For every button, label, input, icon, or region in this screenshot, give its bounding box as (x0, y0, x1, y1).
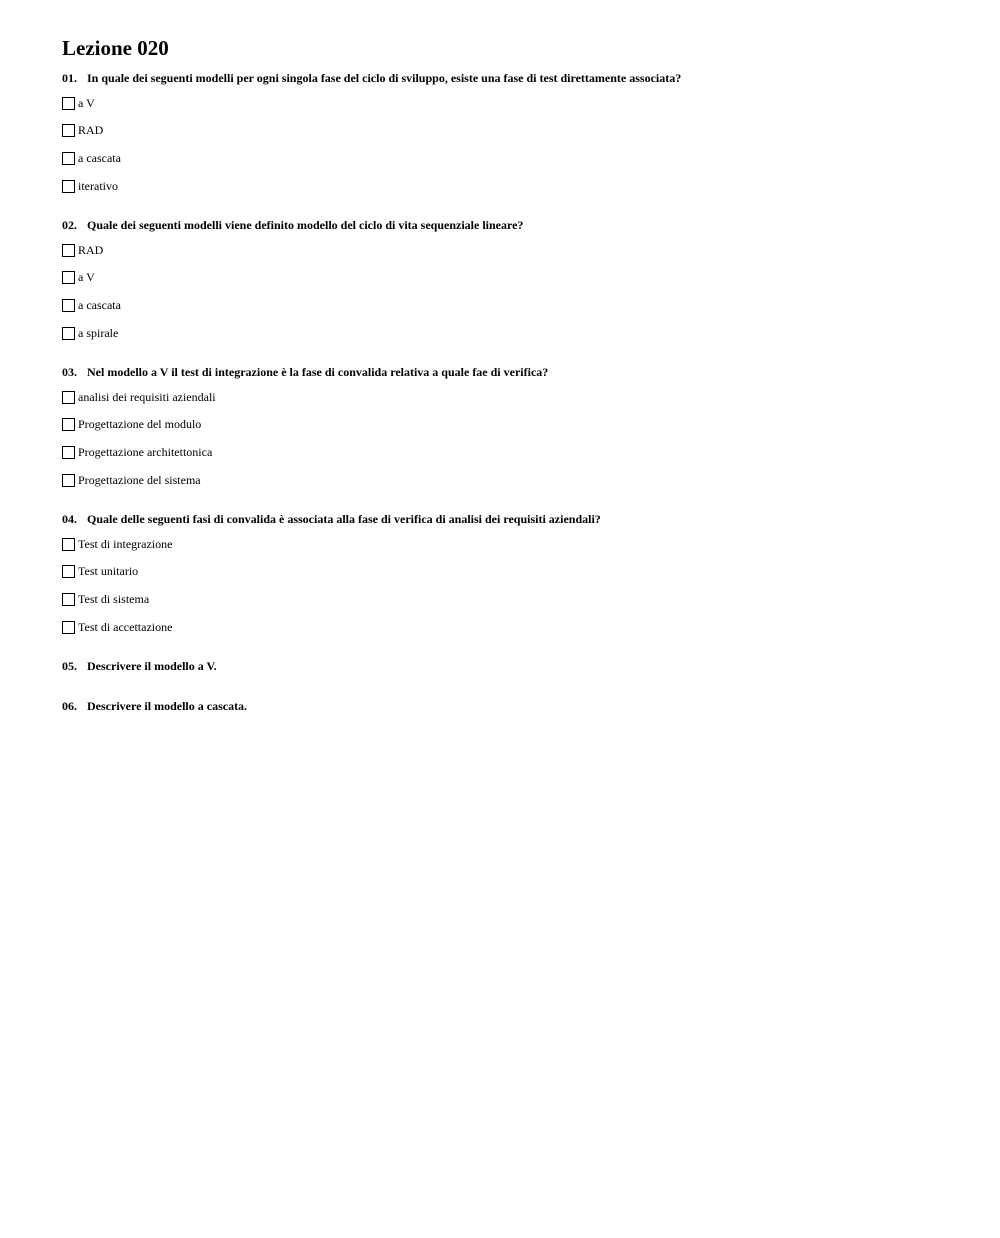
answer-option[interactable] (62, 466, 962, 494)
question-heading (62, 70, 962, 86)
question-text: Descrivere il modello a cascata. (87, 699, 248, 713)
question-heading (62, 658, 962, 674)
answer-options (62, 90, 962, 200)
answer-options (62, 384, 962, 494)
option-label: Progettazione del modulo (78, 416, 202, 431)
question-01 (62, 70, 962, 200)
option-label: Test di integrazione (78, 536, 173, 551)
checkbox[interactable] (62, 474, 75, 487)
checkbox[interactable] (62, 538, 75, 551)
question-number: 01. (62, 71, 77, 85)
checkbox[interactable] (62, 152, 75, 165)
answer-option[interactable] (62, 613, 962, 641)
answer-option[interactable] (62, 116, 962, 144)
question-04 (62, 511, 962, 641)
question-text: Nel modello a V il test di integrazione è la fase di convalida relativa a quale fae di verifica? (87, 365, 549, 379)
option-label: Test di accettazione (78, 619, 173, 634)
question-text: In quale dei seguenti modelli per ogni singola fase del ciclo di sviluppo, esiste una fase di test direttamente associata? (87, 71, 682, 85)
option-label: a V (78, 95, 95, 110)
page-title: Lezione 020 (62, 36, 169, 60)
question-06 (62, 698, 962, 714)
answer-option[interactable] (62, 384, 962, 410)
checkbox[interactable] (62, 180, 75, 193)
option-label: a V (78, 269, 95, 284)
question-text: Quale delle seguenti fasi di convalida è associata alla fase di verifica di analisi dei requisiti aziendali? (87, 512, 601, 526)
checkbox[interactable] (62, 446, 75, 459)
answer-option[interactable] (62, 438, 962, 466)
question-heading (62, 511, 962, 527)
checkbox[interactable] (62, 593, 75, 606)
answer-option[interactable] (62, 263, 962, 291)
answer-option[interactable] (62, 557, 962, 585)
answer-option[interactable] (62, 410, 962, 438)
checkbox[interactable] (62, 299, 75, 312)
question-text: Descrivere il modello a V. (87, 659, 217, 673)
checkbox[interactable] (62, 97, 75, 110)
checkbox[interactable] (62, 391, 75, 404)
option-label: iterativo (78, 178, 118, 193)
option-label: RAD (78, 242, 104, 257)
option-label: a cascata (78, 297, 121, 312)
option-label: Progettazione architettonica (78, 444, 213, 459)
checkbox[interactable] (62, 565, 75, 578)
checkbox[interactable] (62, 244, 75, 257)
checkbox[interactable] (62, 418, 75, 431)
checkbox[interactable] (62, 327, 75, 340)
checkbox[interactable] (62, 621, 75, 634)
question-heading (62, 698, 962, 714)
question-number: 02. (62, 218, 77, 232)
option-label: RAD (78, 122, 104, 137)
answer-option[interactable] (62, 291, 962, 319)
question-text: Quale dei seguenti modelli viene definito modello del ciclo di vita sequenziale lineare? (87, 218, 524, 232)
option-label: analisi dei requisiti aziendali (78, 389, 216, 404)
question-number: 04. (62, 512, 77, 526)
checkbox[interactable] (62, 124, 75, 137)
question-05 (62, 658, 962, 674)
answer-option[interactable] (62, 144, 962, 172)
checkbox[interactable] (62, 271, 75, 284)
answer-option[interactable] (62, 531, 962, 557)
answer-options (62, 531, 962, 641)
answer-option[interactable] (62, 319, 962, 347)
option-label: Progettazione del sistema (78, 472, 201, 487)
answer-option[interactable] (62, 237, 962, 263)
answer-option[interactable] (62, 172, 962, 200)
answer-options (62, 237, 962, 347)
question-number: 06. (62, 699, 77, 713)
option-label: Test di sistema (78, 591, 150, 606)
option-label: Test unitario (78, 563, 139, 578)
question-heading (62, 217, 962, 233)
answer-option[interactable] (62, 90, 962, 116)
question-03 (62, 364, 962, 494)
answer-option[interactable] (62, 585, 962, 613)
question-number: 03. (62, 365, 77, 379)
question-02 (62, 217, 962, 347)
document-page (62, 36, 962, 714)
question-heading (62, 364, 962, 380)
question-number: 05. (62, 659, 77, 673)
option-label: a cascata (78, 150, 121, 165)
option-label: a spirale (78, 325, 119, 340)
